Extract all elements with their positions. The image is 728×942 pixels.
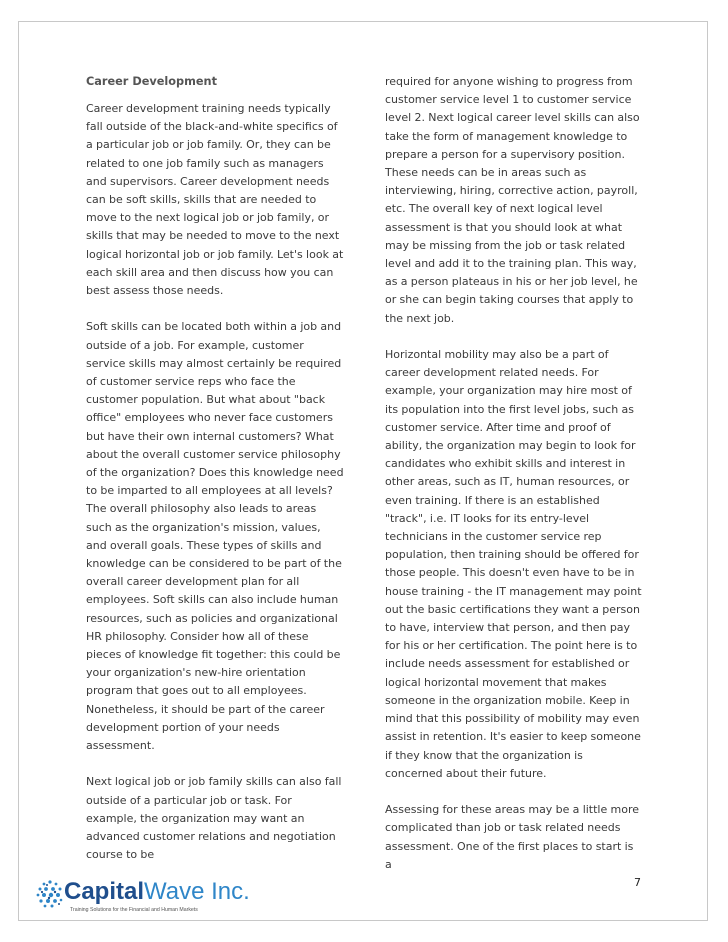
- logo-wordmark-bold: Capital: [64, 878, 145, 905]
- paragraph: Next logical job or job family skills can also fall outside of a particular job or task. For example, the organization may want an advanced customer relations and negotiation course to be: [86, 775, 342, 862]
- logo-tagline: Training Solutions for the Financial and Human Markets: [70, 907, 198, 913]
- section-heading: Career Development: [86, 75, 217, 88]
- globe-dots-icon: [34, 878, 66, 910]
- company-logo: [34, 878, 294, 928]
- logo-wordmark: [64, 878, 250, 906]
- page-number: 7: [634, 876, 641, 889]
- logo-wordmark-light: Wave Inc.: [144, 878, 250, 905]
- paragraph: Career development training needs typically fall outside of the black-and-white specifics of a particular job or job family. Or, they can be related to one job family such as managers and supervisors. Career development needs can be soft skills, skills that are needed to move to the next logical job or job family, or skills that may be needed to move to the next logical horizontal job or job family. Let's look at each skill area and then discuss how you can best assess those needs.: [86, 102, 344, 298]
- paragraph: required for anyone wishing to progress from customer service level 1 to customer service level 2. Next logical career level skills can also take the form of management knowledge to prepare a person for a supervisory position. These needs can be in areas such as interviewing, hiring, corrective action, payroll, etc. The overall key of next logical level assessment is that you should look at what may be missing from the job or task related level and add it to the training plan. This way, as a person plateaus in his or her job level, he or she can begin taking courses that apply to the next job.: [385, 75, 640, 325]
- paragraph: Soft skills can be located both within a job and outside of a job. For example, customer service skills may almost certainly be required of customer service reps who face the customer population. But what about "back office" employees who never face customers but have their own internal customers? What about the overall customer service philosophy of the organization? Does this knowledge need to be imparted to all employees at all levels? The overall philosophy also leads to areas such as the organization's mission, values, and overall goals. These types of skills and knowledge can be considered to be part of the overall career development plan for all employees. Soft skills can also include human resources, such as policies and organizational HR philosophy. Consider how all of these pieces of knowledge fit together: this could be your organization's new-hire orientation program that goes out to all employees. Nonetheless, it should be part of the career development portion of your needs assessment.: [86, 320, 344, 753]
- paragraph: Horizontal mobility may also be a part of career development related needs. For example, your organization may hire most of its population into the first level jobs, such as customer service. After time and proof of ability, the organization may begin to look for candidates who exhibit skills and interest in other areas, such as IT, human resources, or even training. If there is an established "track", i.e. IT looks for its entry-level technicians in the customer service rep population, then training should be offered for those people. This doesn't even have to be in house training - the IT management may point out the basic certifications they want a person to have, interview that person, and then pay for his or her certification. The point here is to include needs assessment for established or logical horizontal movement that makes someone in the organization mobile. Keep in mind that this possibility of mobility may even assist in retention. It's easier to keep someone if they know that the organization is concerned about their future.: [385, 348, 642, 780]
- left-column: [86, 73, 344, 865]
- paragraph: Assessing for these areas may be a little more complicated than job or task related needs assessment. One of the first places to start is a: [385, 803, 640, 871]
- right-column: [385, 73, 643, 874]
